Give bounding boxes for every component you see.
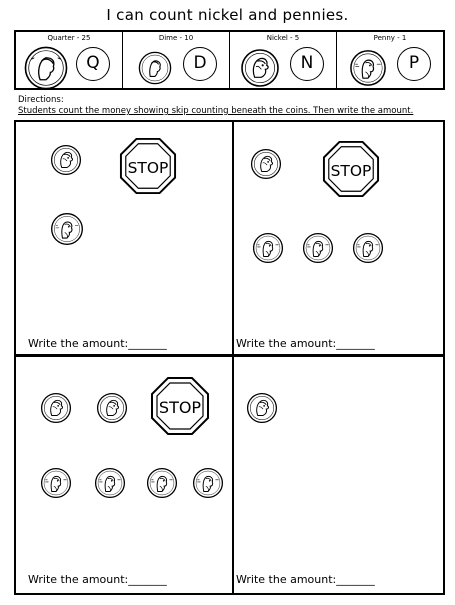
key-letter: D: [183, 47, 217, 81]
key-label: Quarter - 25: [47, 34, 91, 42]
penny-icon: [302, 232, 334, 264]
penny-icon: [352, 232, 384, 264]
key-cell-penny: [337, 32, 443, 88]
key-label: Penny - 1: [373, 34, 407, 42]
key-letter: Q: [76, 47, 110, 81]
stop-sign-text: STOP: [158, 398, 202, 417]
nickel-icon: [40, 392, 72, 424]
problem-panel-4: [234, 357, 445, 593]
directions: [18, 95, 448, 117]
stop-sign-text: STOP: [330, 161, 372, 180]
penny-icon: [146, 467, 178, 499]
problem-panel-3: [16, 357, 232, 593]
coin-key: [14, 30, 445, 90]
stop-sign-icon: [150, 376, 210, 436]
stop-sign-text: STOP: [127, 158, 169, 177]
stop-sign-icon: [119, 137, 177, 195]
directions-heading: Directions:: [18, 95, 64, 105]
key-label: Dime - 10: [158, 34, 194, 42]
quarter-icon: [24, 46, 68, 90]
write-amount-prompt: Write the amount:_______: [236, 337, 375, 350]
problem-panel-1: [16, 122, 232, 354]
penny-icon: [94, 467, 126, 499]
directions-text: Students count the money showing skip counting beneath the coins. Then write the amount.: [18, 106, 414, 116]
nickel-icon: [246, 392, 278, 424]
problem-panel-2: [234, 122, 445, 354]
penny-icon: [192, 467, 224, 499]
write-amount-prompt: Write the amount:_______: [236, 573, 375, 586]
key-label: Nickel - 5: [266, 34, 300, 42]
penny-icon: [252, 232, 284, 264]
dime-icon: [137, 50, 173, 86]
stop-sign-icon: [322, 140, 380, 198]
key-cell-dime: [123, 32, 230, 88]
key-cell-nickel: [230, 32, 337, 88]
penny-icon: [40, 467, 72, 499]
key-letter: N: [290, 47, 324, 81]
penny-icon: [349, 49, 387, 87]
nickel-icon: [250, 148, 282, 180]
key-cell-quarter: [16, 32, 123, 88]
worksheet-grid: [14, 120, 445, 595]
nickel-icon: [240, 48, 280, 88]
write-amount-prompt: Write the amount:_______: [28, 573, 167, 586]
write-amount-prompt: Write the amount:_______: [28, 337, 167, 350]
nickel-icon: [50, 144, 82, 176]
penny-icon: [50, 212, 84, 246]
key-letter: P: [397, 47, 431, 81]
page-title: I can count nickel and pennies.: [106, 6, 349, 24]
nickel-icon: [96, 392, 128, 424]
